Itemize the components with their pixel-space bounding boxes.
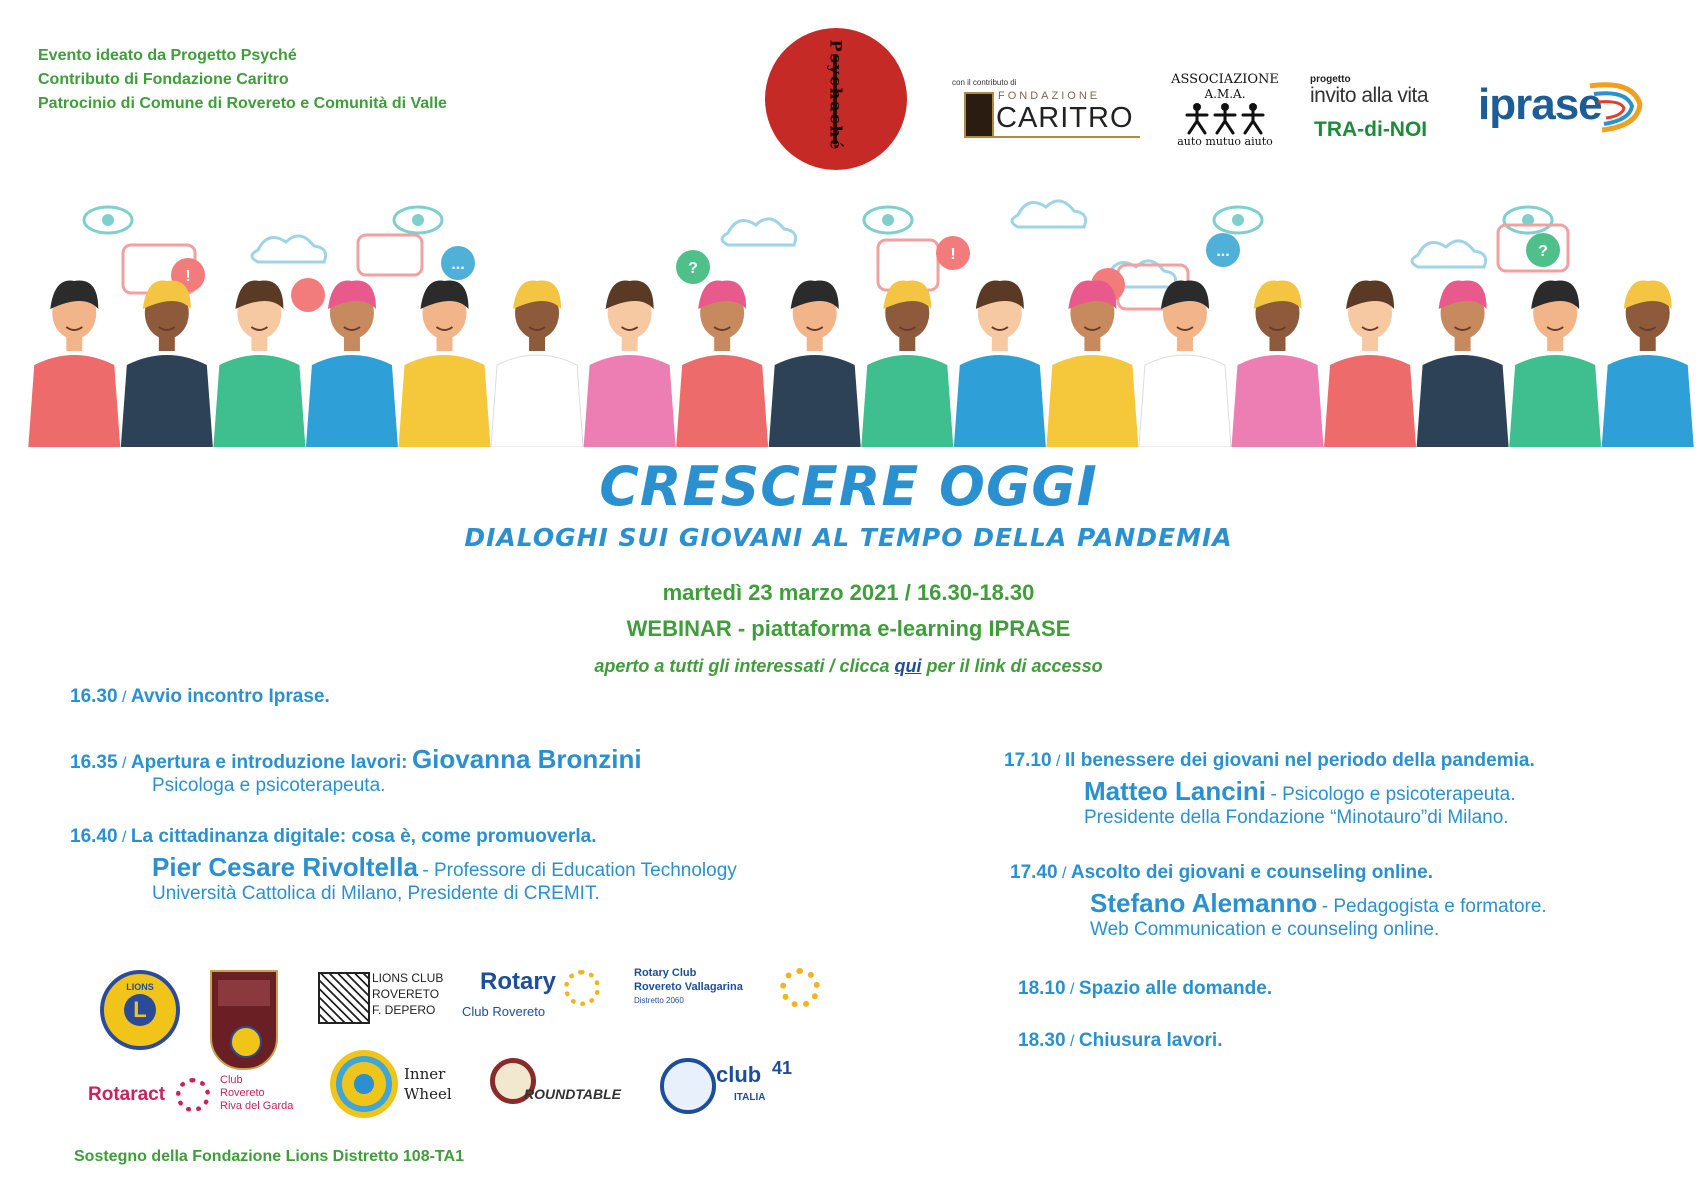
iprase-text: iprase <box>1478 80 1602 129</box>
program-item <box>70 686 330 708</box>
person-body <box>399 355 491 447</box>
program-role-2: Presidente della Fondazione “Minotauro”di Milano. <box>1084 807 1509 828</box>
program-role-2: Università Cattolica di Milano, Presidente di CREMIT. <box>152 883 600 904</box>
crest-band <box>218 980 270 1006</box>
program-role: - Psicologo e psicoterapeuta. <box>1270 784 1516 805</box>
rotaract-line: Club <box>220 1074 243 1086</box>
bubble-glyph: ? <box>688 260 698 277</box>
program-item <box>1004 750 1535 829</box>
program-time: 16.40 <box>70 826 118 847</box>
filled-bubble-icon <box>291 278 325 312</box>
lions-international-logo <box>100 970 180 1050</box>
inner-wheel-logo <box>330 1050 460 1120</box>
rotary-vall-text <box>634 966 743 1008</box>
round-table-logo <box>490 1050 630 1120</box>
footer-text: Sostegno della Fondazione Lions Distretto 108-TA1 <box>74 1148 464 1165</box>
banner-illustration <box>28 185 1694 447</box>
club41-sub: ITALIA <box>734 1092 766 1103</box>
person-body <box>491 355 583 447</box>
person-body <box>861 355 953 447</box>
depero-icon <box>318 972 370 1024</box>
program-speaker: Giovanna Bronzini <box>411 744 642 774</box>
program-time: 18.30 <box>1018 1030 1066 1051</box>
program-speaker: Pier Cesare Rivoltella <box>152 852 418 882</box>
rotary-wheel-icon <box>780 968 820 1008</box>
tradinoi-text: TRA-di-NOI <box>1314 118 1428 141</box>
credit-line: Patrocinio di Comune di Rovereto e Comunità di Valle <box>38 95 447 112</box>
slash: / <box>117 755 131 772</box>
program-item <box>70 744 642 797</box>
person-body <box>1602 355 1694 447</box>
caritro-main-text: CARITRO <box>996 102 1134 134</box>
person-body <box>769 355 861 447</box>
program-talk: Spazio alle domande. <box>1078 978 1273 999</box>
header-credits <box>38 44 447 116</box>
club41-num: 41 <box>772 1058 793 1078</box>
inner-wheel-text <box>404 1064 452 1104</box>
eye-pupil <box>882 214 894 226</box>
program-time: 17.10 <box>1004 750 1052 771</box>
ama-bottom-text: auto mutuo aiuto <box>1177 135 1273 148</box>
depero-text <box>372 970 443 1018</box>
program-item <box>70 826 737 905</box>
rotary-text: Rotary <box>480 968 557 995</box>
inner-wheel-line: Inner <box>404 1065 446 1083</box>
caritro-rule <box>994 136 1140 138</box>
slash: / <box>1051 753 1065 770</box>
lions-l-icon: L <box>124 994 156 1026</box>
program-time: 18.10 <box>1018 978 1066 999</box>
invito-logo <box>1310 74 1450 154</box>
rotary-vall-line: Rotary Club <box>634 967 697 979</box>
program-role: Psicologa e psicoterapeuta. <box>152 775 386 796</box>
access-link[interactable]: qui <box>894 656 922 676</box>
person-body <box>1417 355 1509 447</box>
program-talk: Ascolto dei giovani e counseling online. <box>1070 862 1433 883</box>
event-subtitle: DIALOGHI SUI GIOVANI AL TEMPO DELLA PANDEMIA <box>464 523 1233 552</box>
slash: / <box>1057 865 1071 882</box>
person-body <box>1232 355 1324 447</box>
program-item <box>1018 1030 1223 1052</box>
event-date: martedì 23 marzo 2021 / 16.30-18.30 <box>662 580 1035 605</box>
depero-line: F. DEPERO <box>372 1003 436 1017</box>
slash: / <box>1065 981 1079 998</box>
invito-small-text: progetto <box>1310 74 1351 85</box>
rotary-rovereto-logo <box>462 968 612 1024</box>
rotaract-logo <box>88 1074 308 1130</box>
psyche-logo <box>765 28 907 170</box>
club41-text: club <box>716 1062 762 1087</box>
person-body <box>306 355 398 447</box>
lions-intl-text: LIONS <box>126 982 154 992</box>
rotaract-wheel-icon <box>176 1078 210 1112</box>
slash: / <box>1065 1033 1079 1050</box>
caritro-logo <box>950 78 1142 148</box>
credit-line: Contributo di Fondazione Caritro <box>38 71 289 88</box>
event-platform: WEBINAR - piattaforma e-learning IPRASE <box>626 616 1071 641</box>
caritro-small-text: con il contributo di <box>952 78 1017 87</box>
club41-logo <box>660 1058 800 1118</box>
iprase-swoosh-icon <box>1582 76 1652 136</box>
access-text-pre: aperto a tutti gli interessati / clicca <box>594 656 895 676</box>
ama-top-text: ASSOCIAZIONE <box>1171 72 1279 87</box>
rotary-sub-text: Club Rovereto <box>462 1004 546 1019</box>
program-role: - Pedagogista e formatore. <box>1321 896 1547 917</box>
caritro-top-text: FONDAZIONE <box>998 90 1101 102</box>
rotary-vall-line: Distretto 2060 <box>634 996 684 1005</box>
program-item <box>1018 978 1272 1000</box>
program-time: 17.40 <box>1010 862 1058 883</box>
ama-people-icon <box>1183 101 1267 135</box>
round-table-text: ROUNDTABLE <box>524 1086 621 1102</box>
ama-mid-text: A.M.A. <box>1204 87 1246 101</box>
rotary-vall-line: Rovereto Vallagarina <box>634 981 743 993</box>
person-body <box>121 355 213 447</box>
event-access <box>0 656 1697 677</box>
crest-lion-icon <box>230 1026 262 1058</box>
event-title: CRESCERE OGGI <box>599 455 1098 518</box>
person-body <box>1509 355 1601 447</box>
program-talk: Chiusura lavori. <box>1078 1030 1223 1051</box>
slash: / <box>117 689 131 706</box>
inner-wheel-icon <box>330 1050 398 1118</box>
rotaract-text: Rotaract <box>88 1084 166 1105</box>
person-body <box>1324 355 1416 447</box>
eye-pupil <box>1232 214 1244 226</box>
program-role: - Professore di Education Technology <box>422 860 737 881</box>
caritro-emblem <box>964 92 994 138</box>
person-body <box>1046 355 1138 447</box>
person-body <box>584 355 676 447</box>
rotaract-line: Riva del Garda <box>220 1100 294 1112</box>
rotaract-sub-text <box>220 1074 293 1113</box>
program-time: 16.30 <box>70 686 118 707</box>
bubble-glyph: ! <box>185 268 191 285</box>
depero-line: ROVERETO <box>372 987 440 1001</box>
slash: / <box>117 829 131 846</box>
inner-wheel-line: Wheel <box>404 1085 452 1103</box>
eye-pupil <box>412 214 424 226</box>
bubble-glyph: ? <box>1538 243 1548 260</box>
ama-logo <box>1166 72 1284 162</box>
rotary-vallagarina-logo <box>634 966 834 1022</box>
program-talk: La cittadinanza digitale: cosa è, come promuoverla. <box>130 826 597 847</box>
program-speaker: Matteo Lancini <box>1084 776 1267 806</box>
person-body <box>28 355 120 447</box>
program-talk: Avvio incontro Iprase. <box>130 686 330 707</box>
program-speaker: Stefano Alemanno <box>1090 888 1318 918</box>
program-time: 16.35 <box>70 752 118 773</box>
person-body <box>954 355 1046 447</box>
invito-main-text: invito alla vita <box>1310 84 1429 107</box>
person-body <box>676 355 768 447</box>
program-talk: Il benessere dei giovani nel periodo della pandemia. <box>1064 750 1535 771</box>
crest-shield-logo <box>210 970 278 1070</box>
bubble-glyph: ... <box>451 256 465 273</box>
lions-club-depero-logo <box>318 970 448 1026</box>
access-text-post: per il link di accesso <box>921 656 1103 676</box>
person-body <box>1139 355 1231 447</box>
bubble-glyph: ... <box>1216 243 1230 260</box>
eye-pupil <box>102 214 114 226</box>
compass-icon <box>660 1058 716 1114</box>
bubble-glyph: ! <box>950 246 956 263</box>
depero-line: LIONS CLUB <box>372 971 444 985</box>
rotary-wheel-icon <box>564 970 600 1006</box>
program-talk: Apertura e introduzione lavori: <box>130 752 408 773</box>
iprase-logo <box>1472 76 1652 146</box>
psyche-logo-text: Psychaché <box>826 39 846 152</box>
rotaract-line: Rovereto <box>220 1087 265 1099</box>
person-body <box>213 355 305 447</box>
program-item <box>1010 862 1547 941</box>
credit-line: Evento ideato da Progetto Psyché <box>38 47 297 64</box>
program-role-2: Web Communication e counseling online. <box>1090 919 1440 940</box>
